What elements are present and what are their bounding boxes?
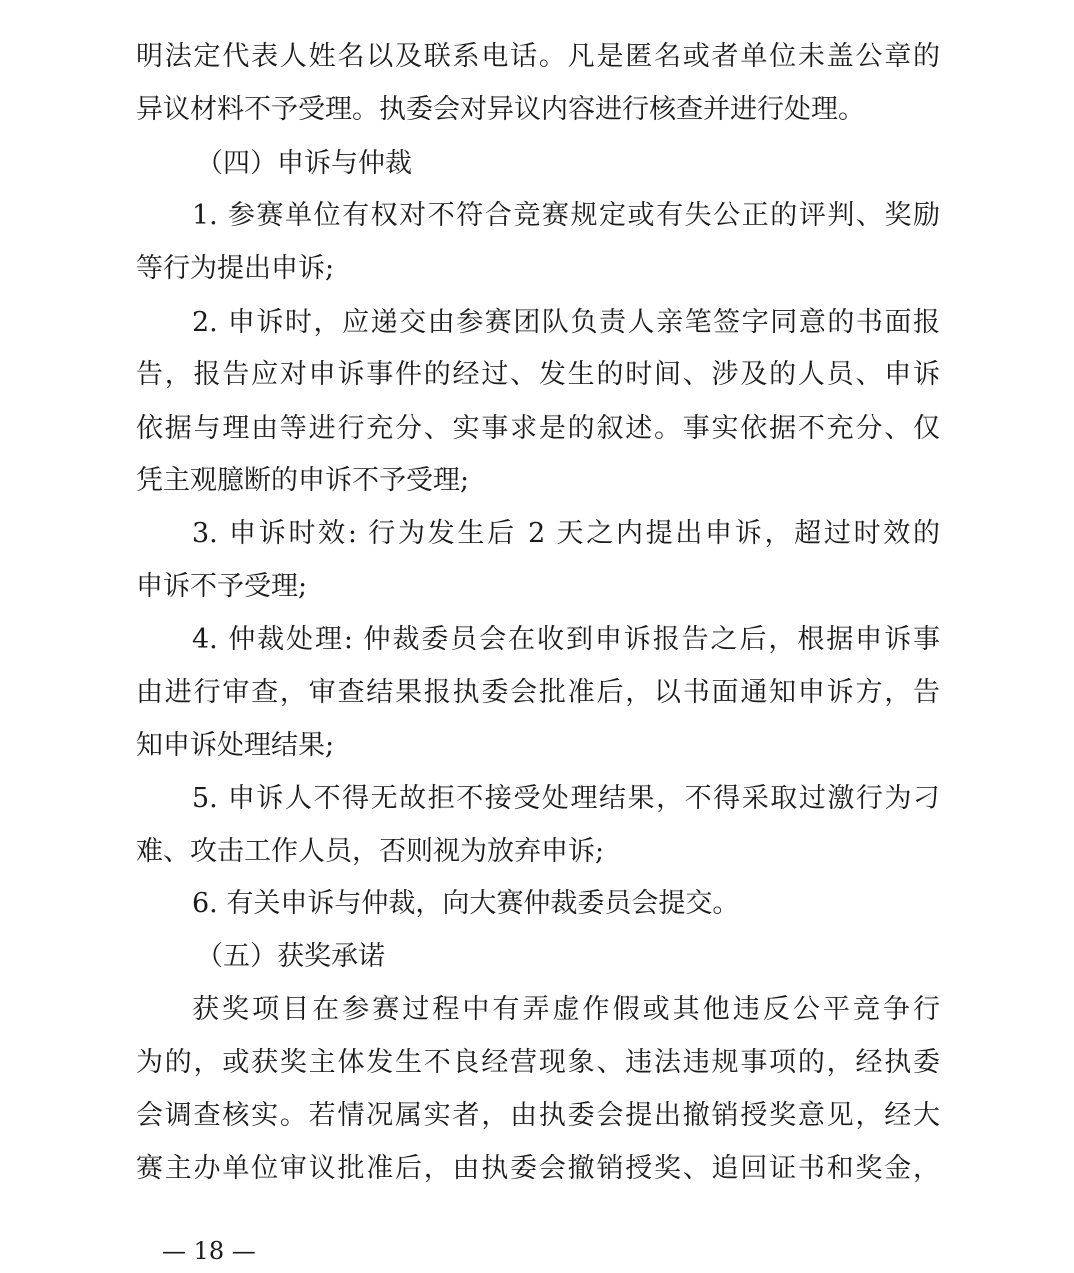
text-line: 3. 申诉时效: 行为发生后 2 天之内提出申诉，超过时效的 bbox=[192, 518, 940, 549]
text-line: 为的，或获奖主体发生不良经营现象、违法违规事项的，经执委 bbox=[136, 1047, 940, 1078]
text-line: 明法定代表人姓名以及联系电话。凡是匿名或者单位未盖公章的 bbox=[136, 41, 940, 72]
text-line: 难、攻击工作人员，否则视为放弃申诉; bbox=[136, 836, 605, 867]
section-heading-appeal-arbitration: （四）申诉与仲裁 bbox=[196, 148, 412, 179]
text-line: 凭主观臆断的申诉不予受理; bbox=[136, 465, 470, 496]
text-line: 告，报告应对申诉事件的经过、发生的时间、涉及的人员、申诉 bbox=[136, 359, 940, 390]
text-line: 申诉不予受理; bbox=[136, 571, 308, 602]
text-line: 2. 申诉时，应递交由参赛团队负责人亲笔签字同意的书面报 bbox=[192, 307, 940, 338]
text-line: 会调查核实。若情况属实者，由执委会提出撤销授奖意见，经大 bbox=[136, 1100, 940, 1131]
section-heading-award-commitment: （五）获奖承诺 bbox=[196, 941, 385, 972]
text-line: 4. 仲裁处理: 仲裁委员会在收到申诉报告之后，根据申诉事 bbox=[192, 624, 940, 655]
text-line: 依据与理由等进行充分、实事求是的叙述。事实依据不充分、仅 bbox=[136, 413, 940, 444]
text-line: 异议材料不予受理。执委会对异议内容进行核查并进行处理。 bbox=[136, 94, 865, 125]
text-line: 获奖项目在参赛过程中有弄虚作假或其他违反公平竞争行 bbox=[192, 994, 940, 1025]
text-line: 由进行审查，审查结果报执委会批准后，以书面通知申诉方，告 bbox=[136, 677, 940, 708]
text-line: 等行为提出申诉; bbox=[136, 253, 335, 284]
text-line: 赛主办单位审议批准后，由执委会撤销授奖、追回证书和奖金， bbox=[136, 1153, 940, 1184]
text-line: 5. 申诉人不得无故拒不接受处理结果，不得采取过激行为刁 bbox=[192, 783, 940, 814]
text-line: 知申诉处理结果; bbox=[136, 730, 335, 761]
text-line: 1. 参赛单位有权对不符合竞赛规定或有失公正的评判、奖励 bbox=[192, 200, 940, 231]
page-number: — 18 — bbox=[162, 1237, 256, 1265]
text-line: 6. 有关申诉与仲裁，向大赛仲裁委员会提交。 bbox=[192, 888, 740, 919]
